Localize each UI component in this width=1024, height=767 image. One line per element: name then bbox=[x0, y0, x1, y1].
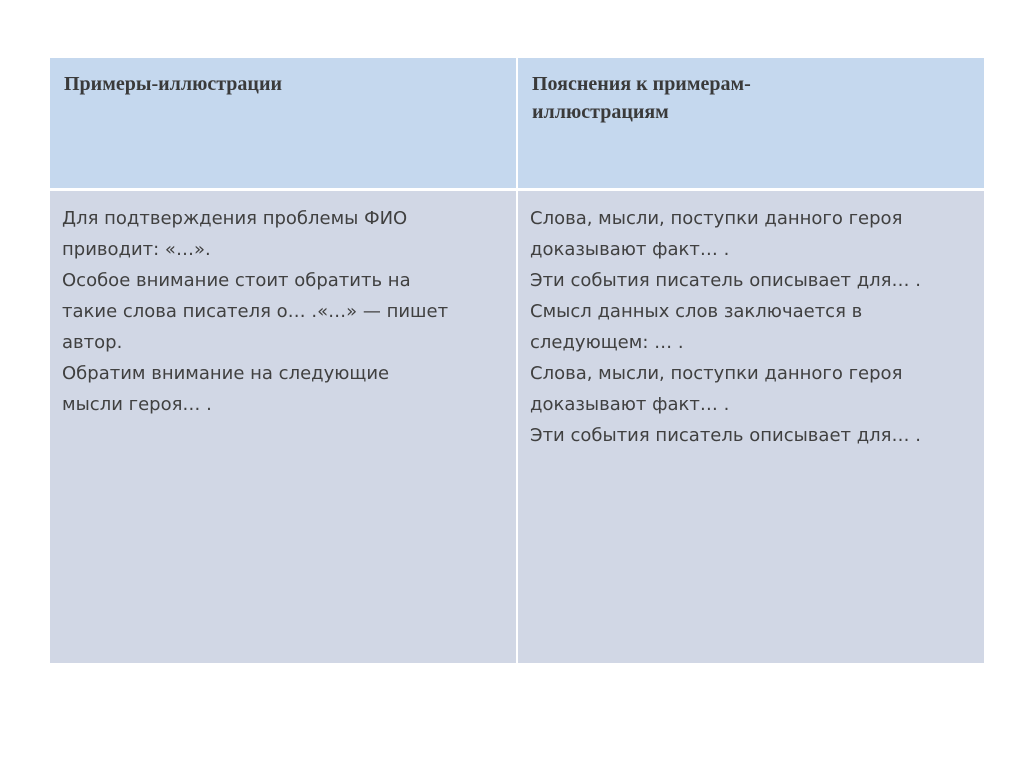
examples-table bbox=[50, 58, 982, 660]
header-cell-examples bbox=[50, 58, 516, 188]
text-line: мысли героя… . bbox=[62, 394, 212, 415]
text-line: Смысл данных слов заключается в bbox=[530, 301, 863, 322]
body-cell-examples bbox=[50, 191, 516, 663]
text-line: автор. bbox=[62, 332, 123, 353]
header-cell-explanations bbox=[518, 58, 984, 188]
body-cell-explanations bbox=[518, 191, 984, 663]
text-line: Эти события писатель описывает для… . bbox=[530, 270, 921, 291]
text-line: приводит: «…». bbox=[62, 239, 211, 260]
text-line: Эти события писатель описывает для… . bbox=[530, 425, 921, 446]
header-line: иллюстрациям bbox=[532, 101, 669, 123]
text-line: доказывают факт… . bbox=[530, 394, 730, 415]
text-line: Слова, мысли, поступки данного героя bbox=[530, 208, 903, 229]
text-line: Особое внимание стоит обратить на bbox=[62, 270, 411, 291]
text-line: Для подтверждения проблемы ФИО bbox=[62, 208, 408, 229]
header-line: Примеры-иллюстрации bbox=[64, 73, 282, 95]
text-line: такие слова писателя о… .«…» — пишет bbox=[62, 301, 449, 322]
text-line: следующем: … . bbox=[530, 332, 684, 353]
header-line: Пояснения к примерам- bbox=[532, 73, 751, 95]
text-line: Обратим внимание на следующие bbox=[62, 363, 390, 384]
text-line: доказывают факт… . bbox=[530, 239, 730, 260]
text-line: Слова, мысли, поступки данного героя bbox=[530, 363, 903, 384]
